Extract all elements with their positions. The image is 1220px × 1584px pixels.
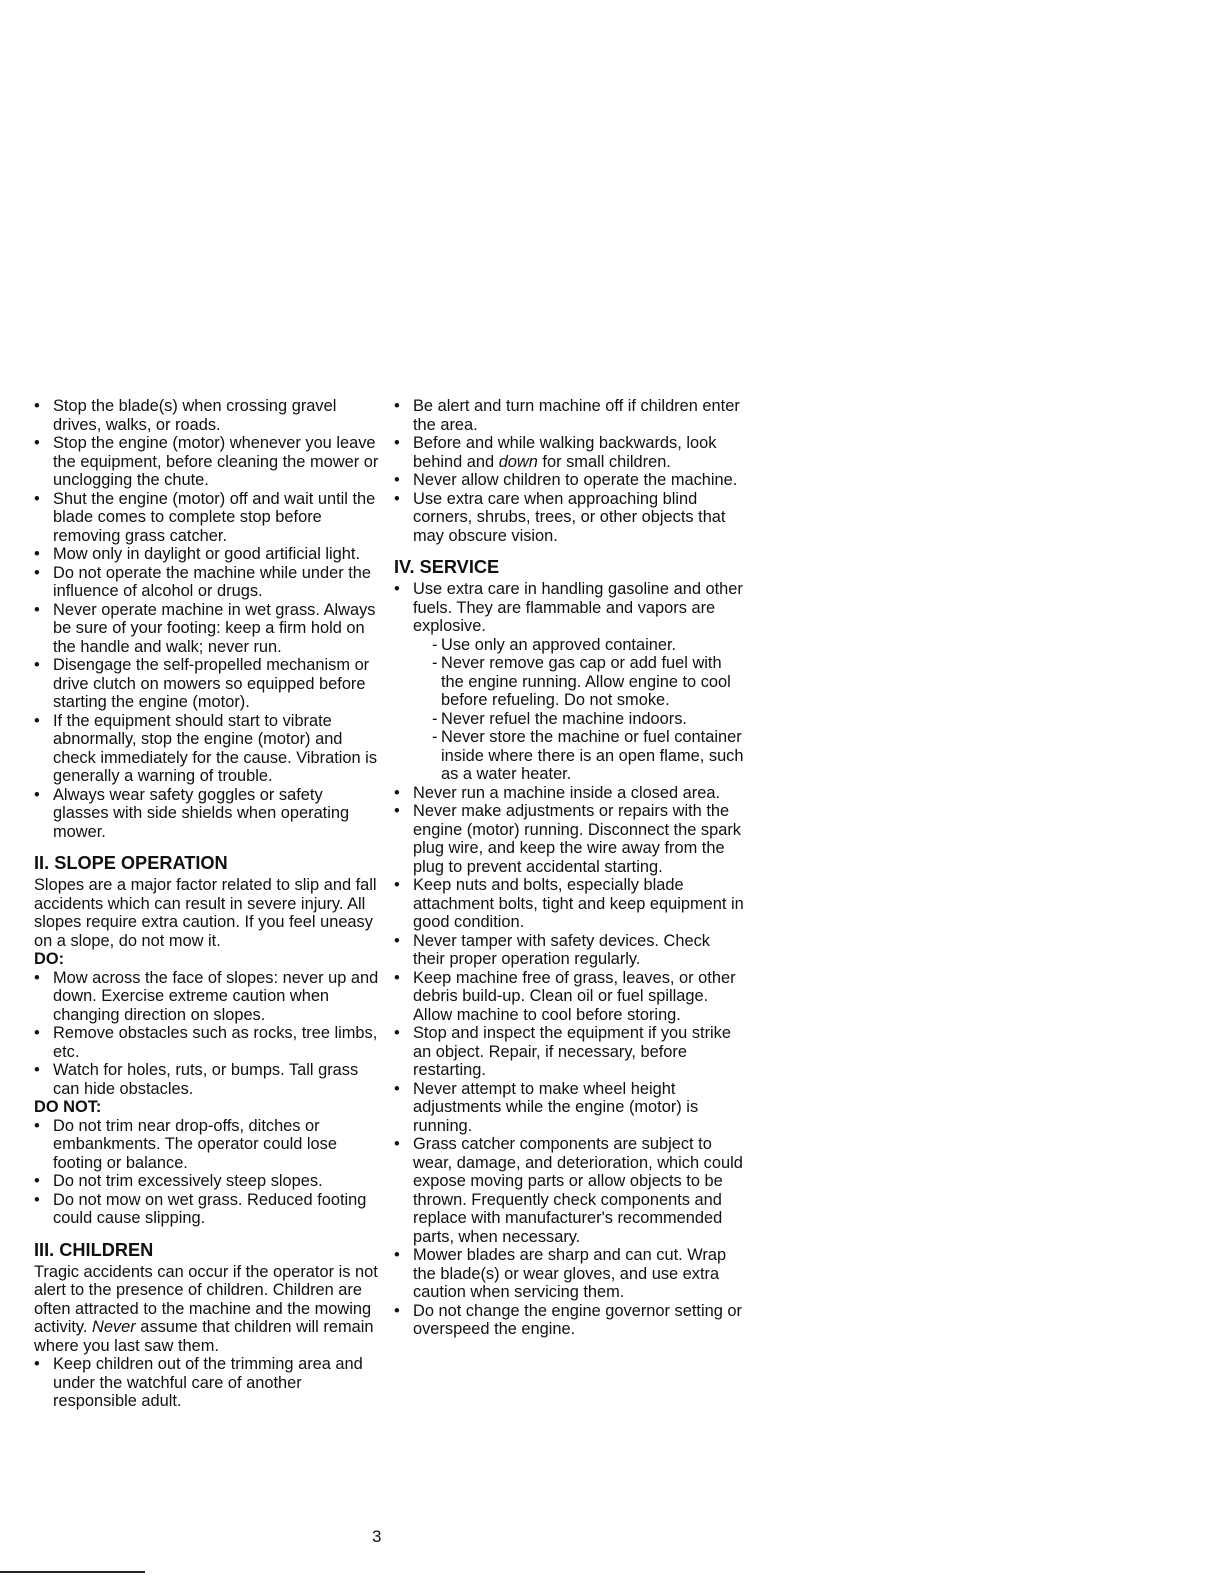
list-item [394,434,744,471]
list-item: • Do not trim excessively steep slopes. [34,1172,379,1191]
service-list [394,580,744,1339]
list-item: • Always wear safety goggles or safety glasses with side shields when operating mower. [34,786,379,842]
list-item: • Shut the engine (motor) off and wait until the blade comes to complete stop before removing grass catcher. [34,490,379,546]
list-item: • Never attempt to make wheel height adjustments while the engine (motor) is running. [394,1080,744,1136]
do-not-heading: DO NOT: [34,1098,102,1116]
list-item: • Mower blades are sharp and can cut. Wrap the blade(s) or wear gloves, and use extra caution when servicing them. [394,1246,744,1302]
list-item: • Keep nuts and bolts, especially blade attachment bolts, tight and keep equipment in good condition. [394,876,744,932]
list-item: • Watch for holes, ruts, or bumps. Tall grass can hide obstacles. [34,1061,379,1098]
footer-rule [0,1571,145,1573]
list-item: • Be alert and turn machine off if children enter the area. [394,397,744,434]
sublist-item: - Use only an approved container. [432,636,744,655]
do-not-list [34,1117,379,1228]
intro-safety-list [34,397,379,841]
list-item: • Mow across the face of slopes: never up and down. Exercise extreme caution when changing direction on slopes. [34,969,379,1025]
children-paragraph-text: assume that children will remain where you last saw them. [34,1318,374,1355]
children-list [34,1355,379,1411]
sublist-item: - Never store the machine or fuel container inside where there is an open flame, such as a water heater. [432,728,744,784]
list-item: • Keep machine free of grass, leaves, or other debris build-up. Clean oil or fuel spillage. Allow machine to cool before storing. [394,969,744,1025]
children-paragraph-emphasis: Never [91,1318,136,1336]
sublist-item: - Never remove gas cap or add fuel with the engine running. Allow engine to cool before refueling. Do not smoke. [432,654,744,710]
sublist-item: - Never refuel the machine indoors. [432,710,744,729]
list-item-text: Use extra care in handling gasoline and other fuels. They are flammable and vapors are explosive. [413,580,743,635]
list-item: • Do not mow on wet grass. Reduced footing could cause slipping. [34,1191,379,1228]
list-item [394,580,744,784]
page-number: 3 [372,1527,382,1546]
list-item: • Never allow children to operate the machine. [394,471,744,490]
left-column [34,397,379,1411]
list-item: • Remove obstacles such as rocks, tree limbs, etc. [34,1024,379,1061]
list-item: • Do not operate the machine while under the influence of alcohol or drugs. [34,564,379,601]
list-item-text: Before and while walking backwards, look behind and [413,434,717,471]
list-item: • Use extra care when approaching blind corners, shrubs, trees, or other objects that may obscure vision. [394,490,744,546]
right-column [394,397,744,1339]
do-heading: DO: [34,950,65,968]
list-item: • Keep children out of the trimming area and under the watchful care of another responsible adult. [34,1355,379,1411]
children-paragraph [34,1263,379,1356]
list-item: • Stop and inspect the equipment if you strike an object. Repair, if necessary, before restarting. [394,1024,744,1080]
list-item-emphasis: down [498,452,538,471]
list-item-text: for small children. [537,452,671,471]
children-list-continued [394,397,744,545]
list-item: • Stop the blade(s) when crossing gravel drives, walks, or roads. [34,397,379,434]
do-list [34,969,379,1099]
list-item: • Never tamper with safety devices. Check their proper operation regularly. [394,932,744,969]
slope-paragraph: Slopes are a major factor related to slip and fall accidents which can result in severe injury. All slopes require extra caution. If you feel uneasy on a slope, do not mow it. [34,876,377,950]
list-item: • Stop the engine (motor) whenever you leave the equipment, before cleaning the mower or unclogging the chute. [34,434,379,490]
list-item: • Never operate machine in wet grass. Always be sure of your footing: keep a firm hold on the handle and walk; never run. [34,601,379,657]
list-item: • Never run a machine inside a closed area. [394,784,744,803]
section-heading-service: IV. SERVICE [394,557,500,577]
list-item: • Never make adjustments or repairs with the engine (motor) running. Disconnect the spark plug wire, and keep the wire away from the plug to prevent accidental starting. [394,802,744,876]
list-item: • Grass catcher components are subject to wear, damage, and deterioration, which could expose moving parts or allow objects to be thrown. Frequently check components and replace with manufacturer's recommended parts, when necessary. [394,1135,744,1246]
children-paragraph-text: Tragic accidents can occur if the operator is not alert to the presence of children. Children are often attracted to the machine and the mowing activity. [34,1262,378,1336]
list-item: • Mow only in daylight or good artificial light. [34,545,379,564]
list-item: • If the equipment should start to vibrate abnormally, stop the engine (motor) and check immediately for the cause. Vibration is generally a warning of trouble. [34,712,379,786]
list-item: • Do not trim near drop-offs, ditches or embankments. The operator could lose footing or balance. [34,1117,379,1173]
list-item: • Do not change the engine governor setting or overspeed the engine. [394,1302,744,1339]
section-heading-children: III. CHILDREN [34,1239,154,1260]
list-item: • Disengage the self-propelled mechanism or drive clutch on mowers so equipped before starting the engine (motor). [34,656,379,712]
section-heading-slope-operation: II. SLOPE OPERATION [34,853,228,873]
fuel-sublist [413,636,744,784]
